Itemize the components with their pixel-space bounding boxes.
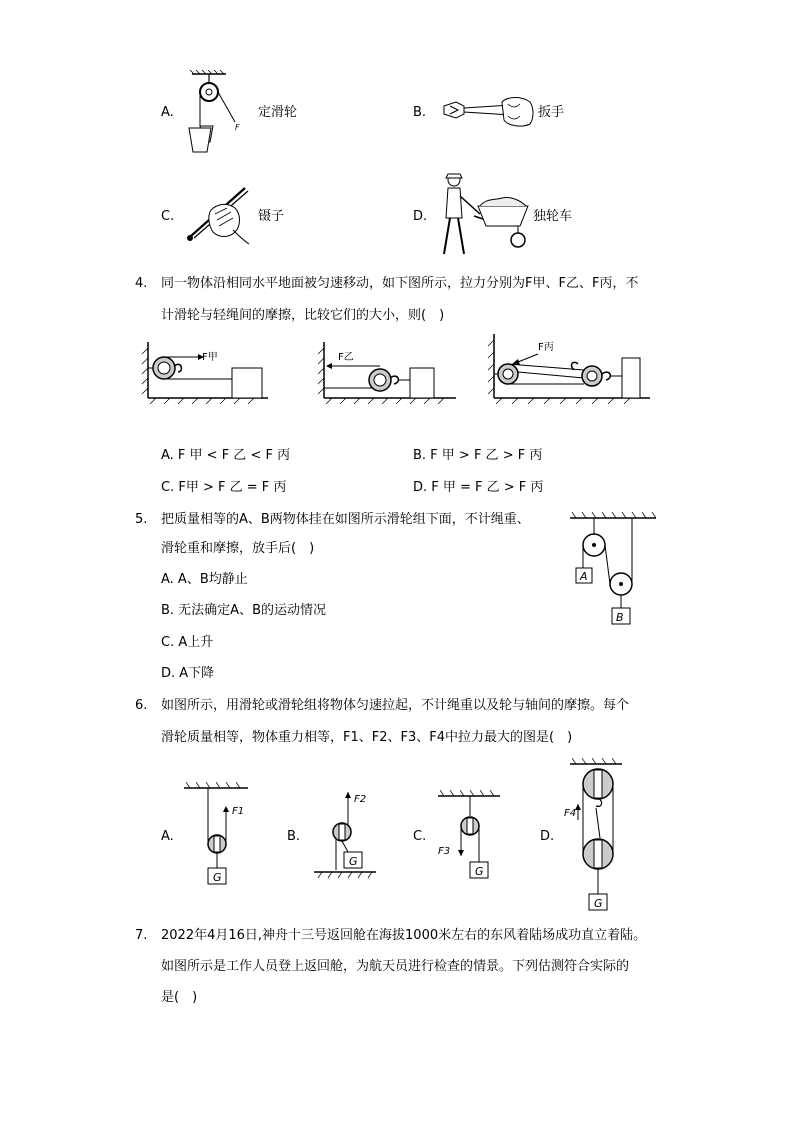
q5-block-a-label: A: [580, 570, 588, 583]
q4-figure-yi: [318, 342, 458, 404]
q6-d-force-label: F4: [564, 808, 577, 819]
q4-fig-jia-label: F甲: [202, 352, 218, 363]
q6-a-force-label: F1: [232, 806, 245, 817]
q6-figure-c: [434, 790, 504, 882]
q6-stem-line2: 滑轮质量相等，物体重力相等，F1、F2、F3、F4中拉力最大的图是( ): [161, 730, 573, 745]
q3-option-b-text: 扳手: [538, 105, 565, 120]
tweezers-figure: [183, 184, 257, 250]
q6-d-weight-label: G: [594, 897, 603, 910]
q7-stem-line3: 是( ): [161, 990, 198, 1005]
q6-c-weight-label: G: [475, 865, 484, 878]
q3-option-d-text: 独轮车: [533, 209, 573, 224]
q6-option-b: B.: [287, 829, 301, 844]
q4-option-d: D. F 甲 = F 乙 > F 丙: [413, 480, 544, 495]
q6-figure-d: [560, 758, 626, 912]
q4-stem-line2: 计滑轮与轻绳间的摩擦，比较它们的大小，则( ): [161, 308, 445, 323]
q3-option-c-text: 镊子: [258, 209, 285, 224]
q5-number: 5.: [135, 512, 148, 527]
fixed-pulley-force-label: F: [235, 123, 240, 132]
q4-option-a: A. F 甲 < F 乙 < F 丙: [161, 448, 291, 463]
q3-option-a-letter: A.: [161, 105, 174, 120]
wheelbarrow-figure: [434, 170, 534, 260]
q3-option-d-letter: D.: [413, 209, 428, 224]
q4-fig-yi-label: F乙: [338, 352, 354, 363]
q4-option-c: C. F甲 > F 乙 = F 丙: [161, 480, 287, 495]
q7-stem-line1: 2022年4月16日,神舟十三号返回舱在海拔1000米左右的东风着陆场成功直立着陆。: [161, 928, 647, 943]
q5-option-d: D. A下降: [161, 666, 215, 681]
q7-number: 7.: [135, 928, 148, 943]
q4-figure-bing: [488, 334, 652, 406]
q6-figure-b: [312, 788, 378, 880]
q5-stem-line1: 把质量相等的A、B两物体挂在如图所示滑轮组下面，不计绳重、: [161, 512, 530, 527]
q4-figure-jia: [140, 342, 270, 404]
q5-stem-line2: 滑轮重和摩擦，放手后( ): [161, 541, 315, 556]
q3-option-b-letter: B.: [413, 105, 427, 120]
q5-option-a: A. A、B均静止: [161, 572, 248, 587]
q6-b-force-label: F2: [354, 794, 367, 805]
q7-stem-line2: 如图所示是工作人员登上返回舱，为航天员进行检查的情景。下列估测符合实际的: [161, 959, 630, 974]
q5-option-b: B. 无法确定A、B的运动情况: [161, 603, 326, 618]
wrench-figure: [438, 94, 538, 130]
q6-option-c: C.: [413, 829, 427, 844]
q5-pulley-figure: [566, 512, 658, 628]
q5-block-b-label: B: [616, 611, 624, 624]
q6-option-d: D.: [540, 829, 555, 844]
q3-option-c-letter: C.: [161, 209, 175, 224]
q6-c-force-label: F3: [438, 846, 451, 857]
q3-option-a-text: 定滑轮: [258, 105, 298, 120]
q4-option-b: B. F 甲 > F 乙 > F 丙: [413, 448, 543, 463]
fixed-pulley-figure: [180, 70, 250, 156]
q4-fig-bing-label: F丙: [538, 342, 554, 353]
q4-number: 4.: [135, 276, 148, 291]
q6-number: 6.: [135, 698, 148, 713]
q6-b-weight-label: G: [349, 855, 358, 868]
q4-stem-line1: 同一物体沿相同水平地面被匀速移动，如下图所示，拉力分别为F甲、F乙、F丙，不: [161, 276, 639, 291]
q6-figure-a: [180, 782, 250, 888]
q5-option-c: C. A上升: [161, 635, 214, 650]
q6-stem-line1: 如图所示，用滑轮或滑轮组将物体匀速拉起，不计绳重以及轮与轴间的摩擦。每个: [161, 698, 630, 713]
q6-a-weight-label: G: [213, 871, 222, 884]
q6-option-a: A.: [161, 829, 174, 844]
